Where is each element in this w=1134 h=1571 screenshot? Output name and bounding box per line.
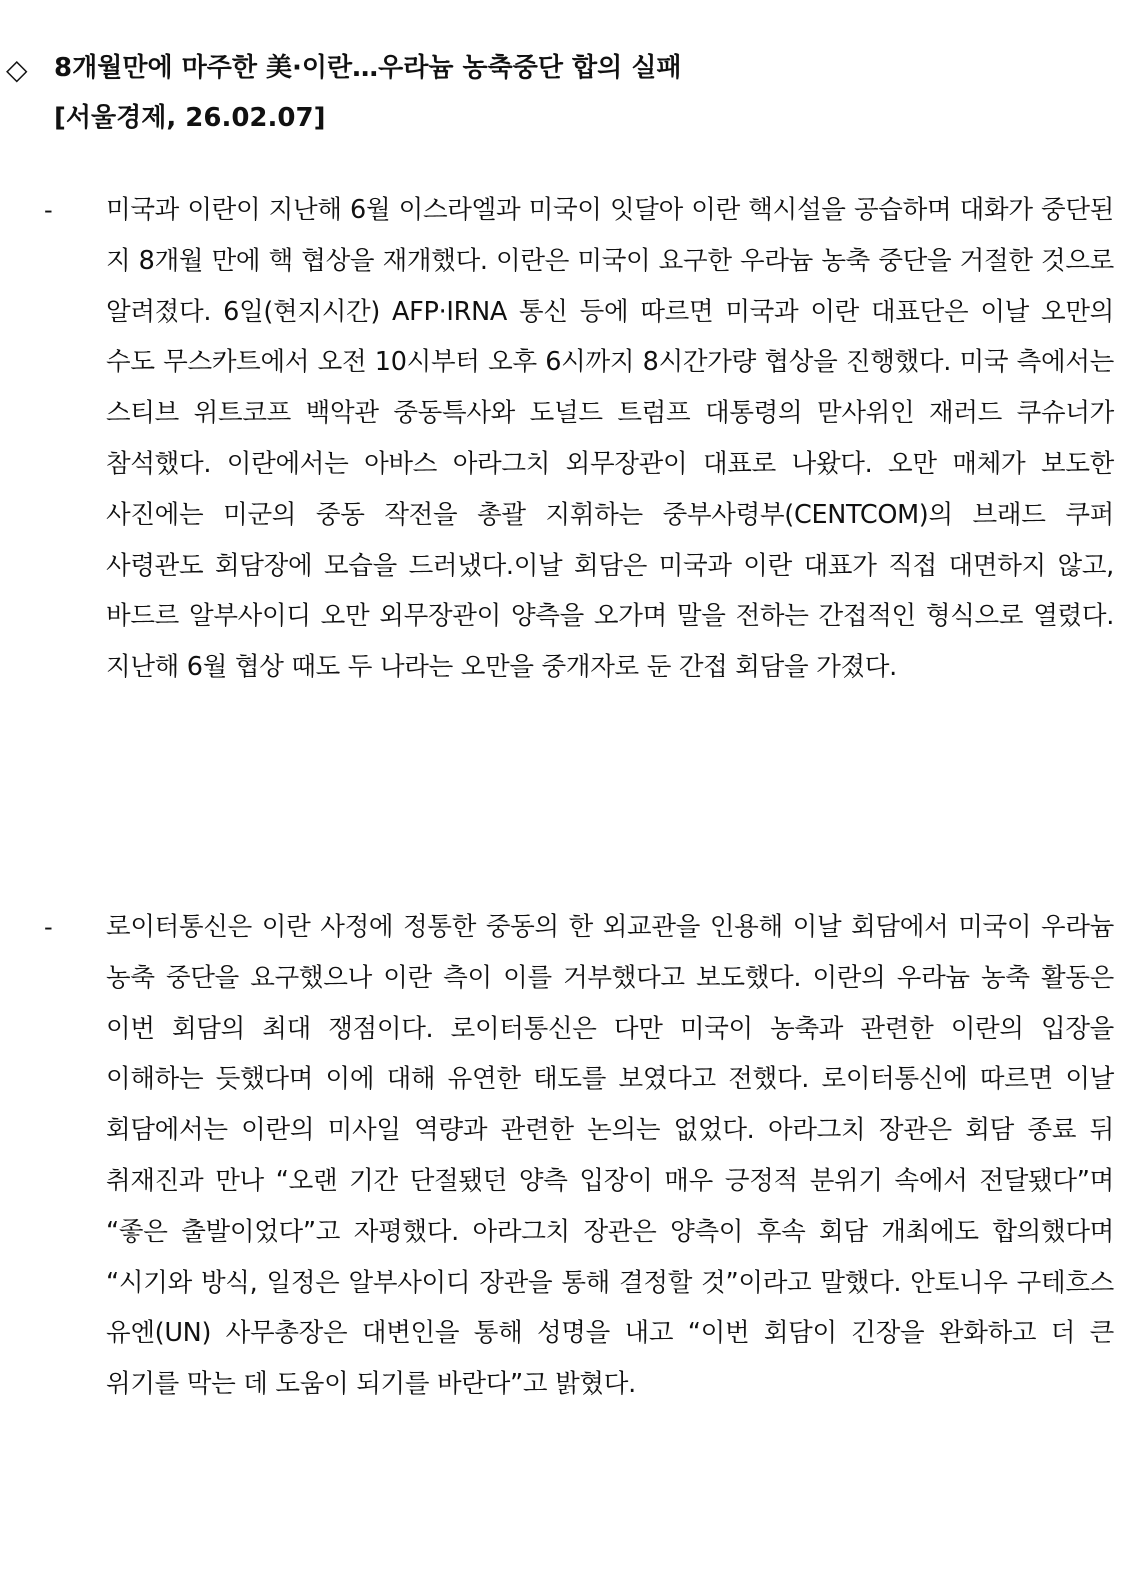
dash-bullet: - [44, 196, 53, 224]
article-title: 8개월만에 마주한 美·이란…우라늄 농축중단 합의 실패 [54, 53, 682, 83]
diamond-bullet-icon: ◇ [6, 53, 28, 86]
paragraph-text: 로이터통신은 이란 사정에 정통한 중동의 한 외교관을 인용해 이날 회담에서 미국이 우라늄 농축 중단을 요구했으나 이란 측이 이를 거부했다고 보도했다. 이란의 우라늄 농축 활동은 이번 회담의 최대 쟁점이다. 로이터통신은 다만 미국이 농축과 관련한 이란의 입장을 이해하는 듯했다며 이에 대해 유연한 태도를 보였다고 전했다. 로이터통신에 따르면 이날 회담에서는 이란의 미사일 역량과 관련한 논의는 없었다. 아라그치 장관은 회담 종료 뒤 취재진과 만나 “오랜 기간 단절됐던 양측 입장이 매우 긍정적 분위기 속에서 전달됐다”며 “좋은 출발이었다”고 자평했다. 아라그치 장관은 양측이 후속 회담 개최에도 합의했다며 “시기와 방식, 일정은 알부사이디 장관을 통해 결정할 것”이라고 말했다. 안토니우 구테흐스 유엔(UN) 사무총장은 대변인을 통해 성명을 내고 “이번 회담이 긴장을 완화하고 더 큰 위기를 막는 데 도움이 되기를 바란다”고 밝혔다. [106, 912, 1114, 1400]
article-source: [서울경제, 26.02.07] [54, 103, 326, 133]
dash-bullet: - [44, 913, 53, 941]
paragraph-text: 미국과 이란이 지난해 6월 이스라엘과 미국이 잇달아 이란 핵시설을 공습하며 대화가 중단된 지 8개월 만에 핵 협상을 재개했다. 이란은 미국이 요구한 우라늄 농축 중단을 거절한 것으로 알려졌다. 6일(현지시간) AFP·IRNA 통신 등에 따르면 미국과 이란 대표단은 이날 오만의 수도 무스카트에서 오전 10시부터 오후 6시까지 8시간가량 협상을 진행했다. 미국 측에서는 스티브 위트코프 백악관 중동특사와 도널드 트럼프 대통령의 맏사위인 재러드 쿠슈너가 참석했다. 이란에서는 아바스 아라그치 외무장관이 대표로 나왔다. 오만 매체가 보도한 사진에는 미군의 중동 작전을 총괄 지휘하는 중부사령부(CENTCOM)의 브래드 쿠퍼 사령관도 회담장에 모습을 드러냈다.이날 회담은 미국과 이란 대표가 직접 대면하지 않고, 바드르 알부사이디 오만 외무장관이 양측을 오가며 말을 전하는 간접적인 형식으로 열렸다. 지난해 6월 협상 때도 두 나라는 오만을 중개자로 둔 간접 회담을 가졌다. [106, 195, 1114, 683]
